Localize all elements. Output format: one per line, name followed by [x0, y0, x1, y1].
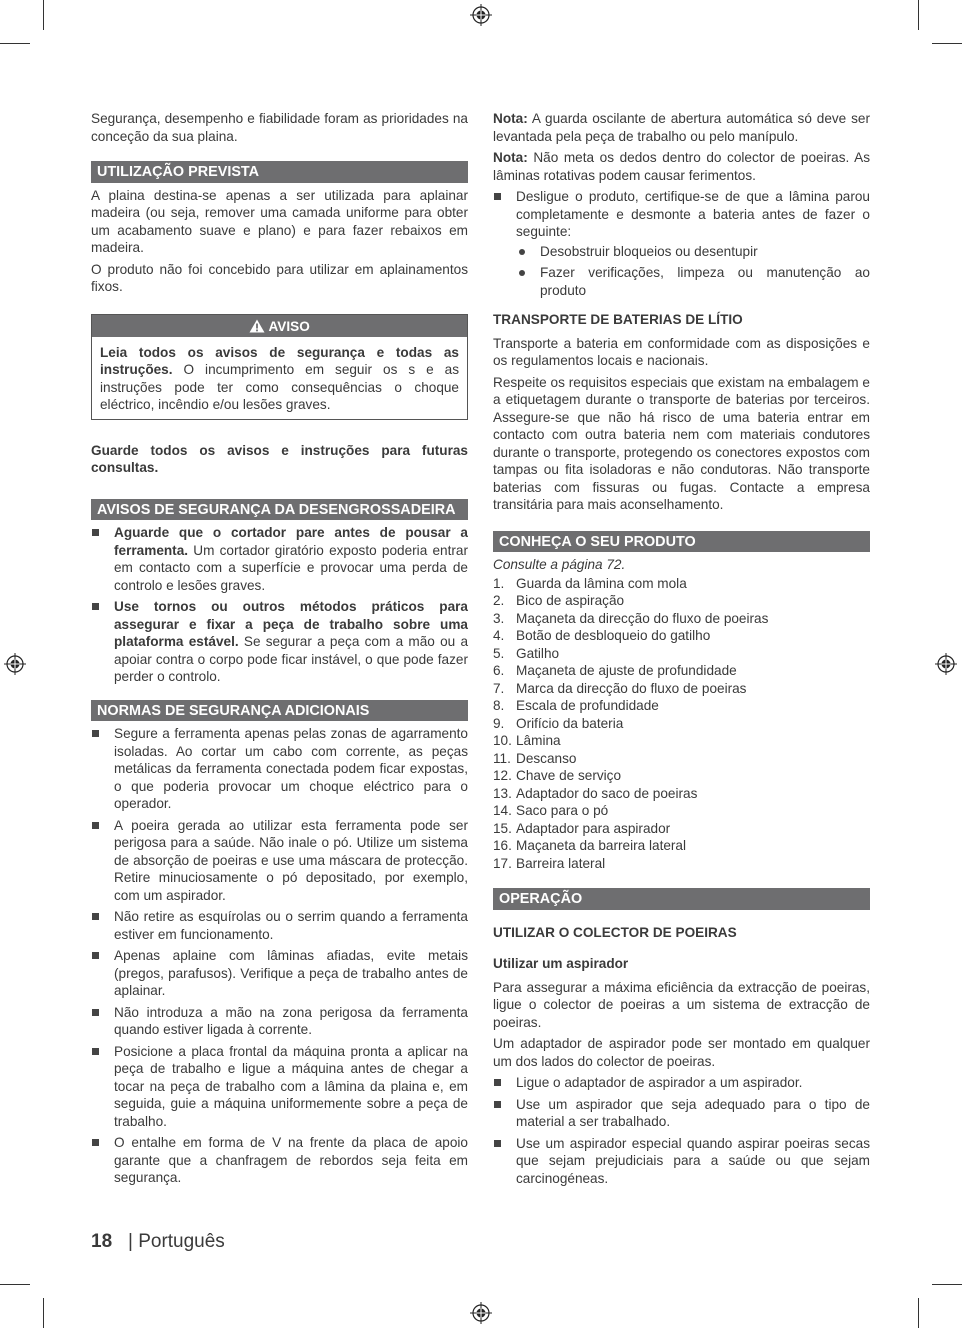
page-reference: Consulte a página 72.	[493, 557, 626, 572]
section-heading-additional-safety: NORMAS DE SEGURANÇA ADICIONAIS	[91, 700, 468, 722]
item-text: Guarda da lâmina com mola	[516, 575, 687, 591]
item-text: Adaptador do saco de poeiras	[516, 785, 698, 801]
operation-paragraph: Para assegurar a máxima eficiência da extracção de poeiras, ligue o colector de poeiras a um sistema de extracção de poeiras.	[493, 979, 870, 1030]
list-item: Use um aspirador especial quando aspirar poeiras secas que sejam prejudiciais para a saúde ou que sejam carcinogéneas.	[493, 1135, 870, 1188]
list-item: O entalhe em forma de V na frente da placa de apoio garante que a chanfragem de rebordos seja feita em segurança.	[91, 1134, 468, 1187]
crop-mark	[0, 43, 30, 44]
sub-list	[516, 243, 870, 300]
item-number: 5.	[493, 645, 505, 661]
list-item-text: Um cortador giratório exposto poderia entrar em contacto com a superfície e provocar uma perda de controlo e lesões graves.	[114, 542, 468, 593]
intended-use-paragraph: O produto não foi concebido para utilizar em aplainamentos fixos.	[91, 261, 468, 294]
item-text: Lâmina	[516, 733, 561, 748]
item-text: Maçaneta de ajuste de profundidade	[516, 663, 737, 678]
page-footer	[91, 1230, 225, 1254]
item-number: 2.	[493, 593, 505, 608]
item-number: 3.	[493, 610, 505, 626]
registration-mark-icon	[470, 1302, 492, 1324]
section-heading-operation: OPERAÇÃO	[493, 888, 870, 910]
item-number: 8.	[493, 698, 505, 713]
list-item: Apenas aplaine com lâminas afiadas, evite metais (pregos, parafusos). Verifique a peça de trabalho antes de aplainar.	[91, 947, 468, 1000]
item-text: Bico de aspiração	[516, 593, 625, 608]
warning-header	[92, 315, 467, 337]
item-text: Maçaneta da barreira lateral	[516, 838, 687, 853]
operation-paragraph: Um adaptador de aspirador pode ser montado em qualquer um dos lados do colector de poeiras.	[493, 1036, 870, 1069]
sub-list-item: Fazer verificações, limpeza ou manutenção ao produto	[516, 264, 870, 299]
right-column	[493, 110, 870, 1191]
list-item	[493, 645, 870, 663]
intro-paragraph: Segurança, desempenho e fiabilidade foram as prioridades na conceção da sua plaina.	[91, 111, 468, 144]
list-item	[91, 524, 468, 594]
section-heading-planer-safety: AVISOS DE SEGURANÇA DA DESENGROSSADEIRA	[91, 499, 468, 521]
transport-paragraph: Transporte a bateria em conformidade com as disposições e os regulamentos locais e nacionais.	[493, 335, 870, 368]
item-text: Orifício da bateria	[516, 715, 624, 731]
section-heading-intended-use: UTILIZAÇÃO PREVISTA	[91, 161, 468, 183]
left-column	[91, 110, 468, 1191]
list-item-text: Desligue o produto, certifique-se de que a lâmina parou completamente e desmonte a bateria antes de fazer o seguinte:	[516, 189, 870, 239]
registration-mark-icon	[4, 653, 26, 675]
item-number: 10.	[493, 733, 512, 748]
item-number: 17.	[493, 855, 512, 871]
list-item	[493, 837, 870, 855]
item-text: Adaptador para aspirador	[516, 820, 671, 836]
list-item	[493, 627, 870, 645]
list-item	[493, 767, 870, 785]
item-number: 7.	[493, 680, 505, 696]
additional-safety-list	[91, 725, 468, 1187]
list-item	[493, 697, 870, 715]
item-text: Escala de profundidade	[516, 698, 659, 713]
dust-collector-heading: UTILIZAR O COLECTOR DE POEIRAS	[493, 924, 737, 940]
note-label: Nota:	[493, 111, 528, 126]
list-item	[493, 820, 870, 838]
list-item	[493, 802, 870, 820]
item-text: Chave de serviço	[516, 768, 622, 783]
note-paragraph	[493, 149, 870, 184]
list-item	[493, 715, 870, 733]
item-text: Marca da direcção do fluxo de poeiras	[516, 680, 747, 696]
warning-bold-text: Leia todos os avisos de segurança e todas as instruções.	[100, 344, 459, 377]
list-item	[493, 188, 870, 299]
notes-list	[493, 188, 870, 299]
transport-heading: TRANSPORTE DE BATERIAS DE LÍTIO	[493, 312, 743, 327]
warning-text: O incumprimento em seguir os s e as instruções pode ter como consequências o choque eléctrico, incêndio e/ou lesões graves.	[100, 362, 459, 412]
planer-safety-list	[91, 524, 468, 686]
list-item	[493, 575, 870, 593]
product-parts-list	[493, 575, 870, 873]
list-item: Ligue o adaptador de aspirador a um aspirador.	[493, 1074, 870, 1092]
intended-use-paragraph: A plaina destina-se apenas a ser utilizada para aplainar madeira (ou seja, remover uma camada uniforme para obter um acabamento suave e plano) e para fazer rebaixos em madeira.	[91, 187, 468, 255]
note-paragraph	[493, 110, 870, 145]
list-item	[493, 732, 870, 750]
warning-title: AVISO	[268, 318, 310, 334]
item-text: Gatilho	[516, 645, 560, 661]
list-item	[91, 598, 468, 686]
crop-mark	[918, 1298, 919, 1328]
list-item: Use um aspirador que seja adequado para o tipo de material a ser trabalhado.	[493, 1096, 870, 1131]
list-item	[493, 855, 870, 873]
footer-language: | Português	[127, 1231, 225, 1252]
crop-mark	[43, 1298, 44, 1328]
note-text: Não meta os dedos dentro do colector de poeiras. As lâminas rotativas podem causar ferimentos.	[493, 150, 870, 183]
list-item: Segure a ferramenta apenas pelas zonas de agarramento isoladas. Ao cortar um cabo com corrente, as peças metálicas da ferramenta conectada podem ficar expostas, o que poderia provocar um choque eléctrico para o operador.	[91, 725, 468, 813]
page-number: 18	[91, 1231, 113, 1252]
item-number: 9.	[493, 715, 505, 731]
note-label: Nota:	[493, 150, 528, 165]
item-number: 14.	[493, 803, 512, 818]
list-item	[493, 592, 870, 610]
list-item: Não retire as esquírolas ou o serrim quando a ferramenta estiver em funcionamento.	[91, 908, 468, 943]
vacuum-list	[493, 1074, 870, 1187]
item-text: Descanso	[516, 750, 577, 766]
list-item	[493, 610, 870, 628]
crop-mark	[932, 43, 962, 44]
item-number: 1.	[493, 575, 505, 591]
warning-body	[92, 337, 467, 419]
item-text: Barreira lateral	[516, 855, 606, 871]
item-number: 13.	[493, 785, 512, 801]
list-item: Não introduza a mão na zona perigosa da ferramenta quando estiver ligada à corrente.	[91, 1004, 468, 1039]
registration-mark-icon	[470, 4, 492, 26]
note-text: A guarda oscilante de abertura automática só deve ser levantada pela peça de trabalho ou pelo manípulo.	[493, 111, 870, 144]
crop-mark	[0, 1284, 30, 1285]
list-item: A poeira gerada ao utilizar esta ferramenta pode ser perigosa para a saúde. Não inale o pó. Utilize um sistema de absorção de poeiras e use uma máscara de protecção. Retire minuciosamente o pó depositado, por exemplo, com um aspirador.	[91, 817, 468, 905]
list-item-bold: Use tornos ou outros métodos práticos para assegurar e fixar a peça de trabalho sobre uma plataforma estável.	[114, 599, 468, 649]
crop-mark	[43, 0, 44, 30]
item-text: Saco para o pó	[516, 803, 609, 818]
warning-triangle-icon	[249, 319, 265, 333]
list-item-bold: Aguarde que o cortador pare antes de pousar a ferramenta.	[114, 525, 468, 558]
list-item: Posicione a placa frontal da máquina pronta a aplicar na peça de trabalho e ligue a máquina antes de chegar a tocar na peça de trabalho com a lâmina da plaina e, em seguida, guie a máquina uniformemente sobre a peça de trabalho.	[91, 1043, 468, 1131]
item-number: 15.	[493, 820, 512, 836]
warning-box	[91, 314, 468, 420]
item-number: 4.	[493, 628, 505, 643]
item-number: 16.	[493, 838, 512, 853]
list-item	[493, 662, 870, 680]
list-item	[493, 785, 870, 803]
sub-list-item: Desobstruir bloqueios ou desentupir	[516, 243, 870, 261]
section-heading-know-product: CONHEÇA O SEU PRODUTO	[493, 531, 870, 553]
list-item-text: Se segurar a peça com a mão ou a apoiar contra o corpo pode ficar instável, o que pode fazer perder o controlo.	[114, 634, 469, 684]
item-number: 11.	[493, 750, 511, 766]
crop-mark	[932, 1284, 962, 1285]
keep-instructions-note: Guarde todos os avisos e instruções para futuras consultas.	[91, 442, 468, 475]
item-number: 12.	[493, 768, 512, 783]
vacuum-heading: Utilizar um aspirador	[493, 956, 629, 971]
transport-paragraph: Respeite os requisitos especiais que existam na embalagem e a etiquetagem durante o transporte de baterias por terceiros. Assegure-se que não há risco de uma bateria entrar em contacto com outra bateria nem com materiais condutores durante o transporte, protegendo os conectores expostos com tampas ou fita isoladoras e não condutoras. Não transporte baterias com fissuras ou fugas. Contacte a empresa transitária para mais aconselhamento.	[493, 374, 870, 512]
item-text: Botão de desbloqueio do gatilho	[516, 628, 711, 643]
item-text: Maçaneta da direcção do fluxo de poeiras	[516, 610, 769, 626]
list-item	[493, 680, 870, 698]
crop-mark	[918, 0, 919, 30]
registration-mark-icon	[935, 653, 957, 675]
item-number: 6.	[493, 663, 505, 678]
list-item	[493, 750, 870, 768]
